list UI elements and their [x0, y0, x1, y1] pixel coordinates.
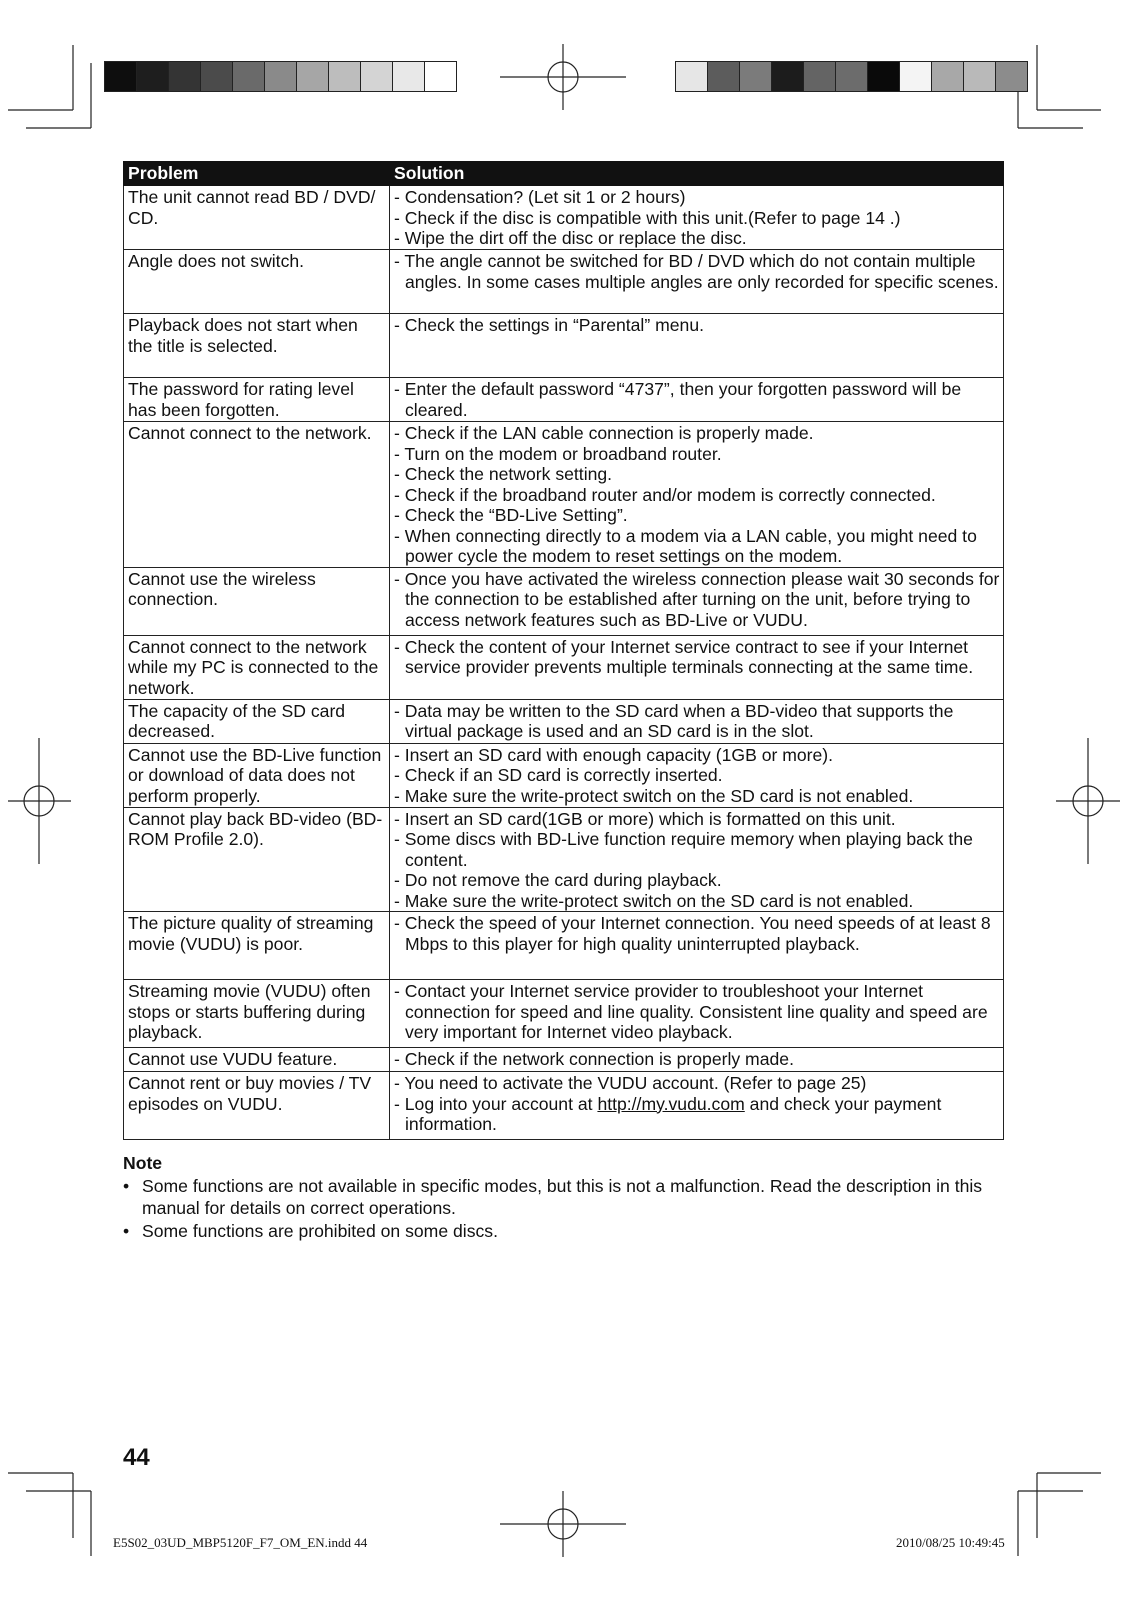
header-problem: Problem: [124, 162, 390, 186]
solution-cell: [390, 912, 1004, 980]
solution-line: - When connecting directly to a modem via a LAN cable, you might need to power cycle the modem to reset settings on the modem.: [394, 525, 977, 566]
color-swatch: [361, 62, 393, 91]
solution-line: - Data may be written to the SD card when a BD-video that supports the virtual package is used and an SD card is in the slot.: [394, 700, 954, 741]
color-swatch: [233, 62, 265, 91]
color-swatch: [964, 62, 996, 91]
table-row: [124, 807, 1004, 912]
color-swatch: [137, 62, 169, 91]
solution-cell: [390, 699, 1004, 743]
solution-line: - Check the “BD-Live Setting”.: [394, 505, 628, 525]
solution-line: - Check if the broadband router and/or modem is correctly connected.: [394, 484, 936, 505]
header-solution: Solution: [390, 162, 1004, 186]
color-swatch: [393, 62, 425, 91]
solution-cell: [390, 314, 1004, 378]
table-row: [124, 743, 1004, 807]
color-swatch: [836, 62, 868, 91]
footer-datetime: 2010/08/25 10:49:45: [896, 1535, 1005, 1550]
solution-line: - Check if the LAN cable connection is properly made.: [394, 423, 814, 443]
problem-cell: The picture quality of streaming movie (VUDU) is poor.: [124, 912, 390, 980]
solution-line: - Check the settings in “Parental” menu.: [394, 315, 704, 335]
table-row: [124, 378, 1004, 422]
problem-cell: The unit cannot read BD / DVD/ CD.: [124, 186, 390, 250]
color-bar-right: [675, 61, 1028, 92]
solution-line: - The angle cannot be switched for BD / DVD which do not contain multiple angles. In some cases multiple angles are only recorded for specific scenes.: [394, 251, 999, 292]
color-swatch: [329, 62, 361, 91]
table-row: [124, 314, 1004, 378]
table-row: [124, 422, 1004, 568]
solution-line: - Once you have activated the wireless connection please wait 30 seconds for the connection to be established after turning on the unit, before trying to access network features such as BD-Live or VUDU.: [394, 568, 1000, 630]
solution-text: - Log into your account at: [394, 1093, 598, 1114]
solution-cell: [390, 567, 1004, 635]
note-title: Note: [123, 1153, 163, 1173]
vudu-link[interactable]: http://my.vudu.com: [597, 1093, 745, 1114]
solution-cell: [390, 1072, 1004, 1140]
problem-cell: Angle does not switch.: [124, 250, 390, 314]
solution-line: - You need to activate the VUDU account. (Refer to page 25): [394, 1073, 867, 1093]
table-row: [124, 1072, 1004, 1140]
solution-line: - Contact your Internet service provider to troubleshoot your Internet connection for speed and line quality. Consistent line quality and speed are very important for Internet video playback.: [394, 981, 988, 1042]
solution-text: and check your payment information.: [405, 1093, 942, 1134]
table-row: [124, 980, 1004, 1048]
color-swatch: [201, 62, 233, 91]
solution-cell: [390, 422, 1004, 568]
solution-line: - Check if an SD card is correctly inserted.: [394, 765, 723, 785]
solution-line: - Turn on the modem or broadband router.: [394, 443, 722, 464]
problem-cell: The password for rating level has been forgotten.: [124, 378, 390, 422]
color-swatch: [425, 62, 456, 91]
table-row: [124, 186, 1004, 250]
problem-cell: Cannot rent or buy movies / TV episodes on VUDU.: [124, 1072, 390, 1140]
note-text: Some functions are not available in specific modes, but this is not a malfunction. Read the description in this manual for details on correct operations.: [142, 1175, 983, 1218]
problem-cell: The capacity of the SD card decreased.: [124, 699, 390, 743]
problem-cell: Cannot connect to the network while my PC is connected to the network.: [124, 635, 390, 699]
bullet-icon: •: [123, 1220, 130, 1241]
solution-cell: [390, 743, 1004, 807]
solution-line: - Check if the network connection is properly made.: [394, 1049, 794, 1069]
color-swatch: [708, 62, 740, 91]
color-swatch: [932, 62, 964, 91]
solution-line: - Wipe the dirt off the disc or replace the disc.: [394, 228, 747, 248]
color-swatch: [105, 62, 137, 91]
problem-cell: Cannot use the BD-Live function or download of data does not perform properly.: [124, 743, 390, 807]
bullet-icon: •: [123, 1175, 130, 1196]
color-swatch: [265, 62, 297, 91]
solution-cell: [390, 378, 1004, 422]
color-swatch: [169, 62, 201, 91]
solution-line: - Check the content of your Internet service contract to see if your Internet service provider prevents multiple terminals connecting at the same time.: [394, 636, 974, 677]
color-bar-left: [104, 61, 457, 92]
note-item: [123, 1175, 1003, 1220]
problem-cell: Streaming movie (VUDU) often stops or starts buffering during playback.: [124, 980, 390, 1048]
table-row: [124, 567, 1004, 635]
color-swatch: [740, 62, 772, 91]
solution-line: [394, 1094, 1000, 1135]
page-number: 44: [123, 1444, 150, 1471]
solution-line: - Condensation? (Let sit 1 or 2 hours): [394, 187, 686, 207]
problem-cell: Cannot connect to the network.: [124, 422, 390, 568]
solution-line: - Make sure the write-protect switch on the SD card is not enabled.: [394, 890, 914, 911]
solution-cell: [390, 250, 1004, 314]
table-row: [124, 1048, 1004, 1072]
solution-line: - Enter the default password “4737”, then your forgotten password will be cleared.: [394, 379, 962, 420]
color-swatch: [996, 62, 1027, 91]
note-text: Some functions are prohibited on some discs.: [142, 1220, 498, 1241]
color-swatch: [868, 62, 900, 91]
solution-line: - Do not remove the card during playback.: [394, 870, 722, 890]
solution-line: - Check if the disc is compatible with this unit.(Refer to page 14 .): [394, 207, 901, 228]
color-swatch: [676, 62, 708, 91]
solution-cell: [390, 807, 1004, 912]
color-swatch: [297, 62, 329, 91]
table-row: [124, 250, 1004, 314]
color-swatch: [900, 62, 932, 91]
problem-cell: Cannot use the wireless connection.: [124, 567, 390, 635]
table-header-row: [124, 162, 1004, 186]
table-row: [124, 912, 1004, 980]
solution-line: - Check the network setting.: [394, 464, 613, 484]
table-row: [124, 699, 1004, 743]
color-swatch: [804, 62, 836, 91]
solution-cell: [390, 980, 1004, 1048]
solution-cell: [390, 186, 1004, 250]
problem-cell: Cannot play back BD-video (BD-ROM Profile 2.0).: [124, 807, 390, 912]
color-swatch: [772, 62, 804, 91]
solution-cell: [390, 1048, 1004, 1072]
solution-line: - Make sure the write-protect switch on the SD card is not enabled.: [394, 785, 914, 806]
problem-cell: Playback does not start when the title is selected.: [124, 314, 390, 378]
problem-cell: Cannot use VUDU feature.: [124, 1048, 390, 1072]
solution-cell: [390, 635, 1004, 699]
footer-filename: E5S02_03UD_MBP5120F_F7_OM_EN.indd 44: [113, 1535, 368, 1550]
note-list: [123, 1175, 1003, 1243]
solution-line: - Check the speed of your Internet connection. You need speeds of at least 8 Mbps to this player for high quality uninterrupted playback.: [394, 913, 991, 954]
note-section: [123, 1152, 1003, 1242]
troubleshooting-table: [123, 161, 1004, 1140]
solution-line: - Some discs with BD-Live function require memory when playing back the content.: [394, 829, 973, 870]
table-row: [124, 635, 1004, 699]
solution-line: - Insert an SD card with enough capacity (1GB or more).: [394, 744, 834, 765]
note-item: [123, 1220, 1003, 1243]
solution-line: - Insert an SD card(1GB or more) which is formatted on this unit.: [394, 808, 896, 829]
